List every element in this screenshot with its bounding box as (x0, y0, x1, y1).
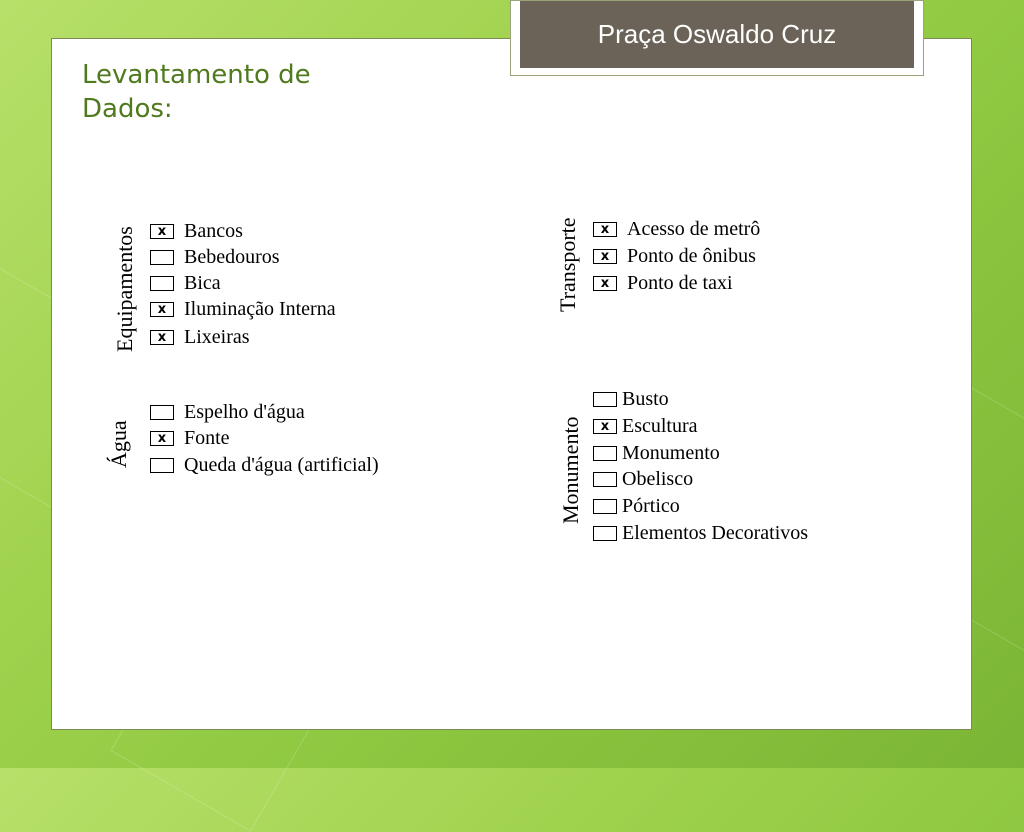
checkbox[interactable] (593, 446, 617, 461)
section-heading: Levantamento de Dados: (82, 60, 311, 124)
checklist-item (593, 243, 756, 269)
checkbox[interactable] (150, 405, 174, 420)
checklist-item-label: Ponto de taxi (627, 271, 733, 294)
checkbox[interactable]: x (150, 431, 174, 446)
checklist-item (593, 270, 733, 296)
checklist-item-label: Bancos (184, 219, 243, 242)
checklist-item-label: Pórtico (622, 494, 680, 517)
checklist-item (150, 244, 280, 270)
checklist-item-label: Obelisco (622, 467, 694, 490)
checklist-item (150, 425, 230, 451)
checklist-item (593, 440, 720, 466)
checkbox[interactable] (593, 472, 617, 487)
checkbox[interactable]: x (593, 419, 617, 434)
checklist-item-label: Iluminação Interna (184, 297, 336, 320)
checklist-item (593, 216, 760, 242)
checklist-item (150, 452, 379, 478)
checklist-item-label: Bica (184, 271, 221, 294)
checklist-item-label: Elementos Decorativos (622, 521, 809, 544)
group-label-monumento: Monumento (558, 416, 583, 524)
checkbox[interactable]: x (593, 249, 617, 264)
checklist-item-label: Busto (622, 387, 669, 410)
checklist-item-label: Lixeiras (184, 325, 250, 348)
slide-title: Praça Oswaldo Cruz (520, 1, 914, 68)
checklist-item-label: Queda d'água (artificial) (184, 453, 379, 476)
checkbox[interactable]: x (593, 276, 617, 291)
checkbox[interactable] (150, 250, 174, 265)
checklist-item (150, 218, 243, 244)
checkbox[interactable] (593, 499, 617, 514)
checkbox[interactable]: x (150, 302, 174, 317)
group-label-equipamentos: Equipamentos (112, 226, 137, 352)
checklist-item (150, 270, 221, 296)
checklist-item (150, 399, 305, 425)
checkbox[interactable] (150, 276, 174, 291)
checklist-item-label: Fonte (184, 426, 230, 449)
checkbox[interactable] (593, 526, 617, 541)
checklist-item (150, 296, 336, 322)
checkbox[interactable] (150, 458, 174, 473)
checkbox[interactable]: x (150, 330, 174, 345)
checklist-item-label: Bebedouros (184, 245, 280, 268)
checklist-item-label: Acesso de metrô (627, 217, 761, 240)
checklist-item-label: Monumento (622, 441, 720, 464)
slide-content-panel (51, 38, 972, 730)
checklist-item-label: Espelho d'água (184, 400, 305, 423)
checklist-item-label: Escultura (622, 414, 698, 437)
checklist-item (593, 413, 698, 439)
checklist-item-label: Ponto de ônibus (627, 244, 756, 267)
checklist-item (593, 493, 680, 519)
checkbox[interactable]: x (150, 224, 174, 239)
checklist-item (593, 520, 808, 546)
group-label-transporte: Transporte (555, 217, 580, 312)
checkbox[interactable]: x (593, 222, 617, 237)
slide-title-frame (510, 0, 924, 76)
checklist-item (593, 386, 669, 412)
checkbox[interactable] (593, 392, 617, 407)
group-label-agua: Água (106, 420, 131, 468)
checklist-item (593, 466, 693, 492)
checklist-item (150, 324, 250, 350)
